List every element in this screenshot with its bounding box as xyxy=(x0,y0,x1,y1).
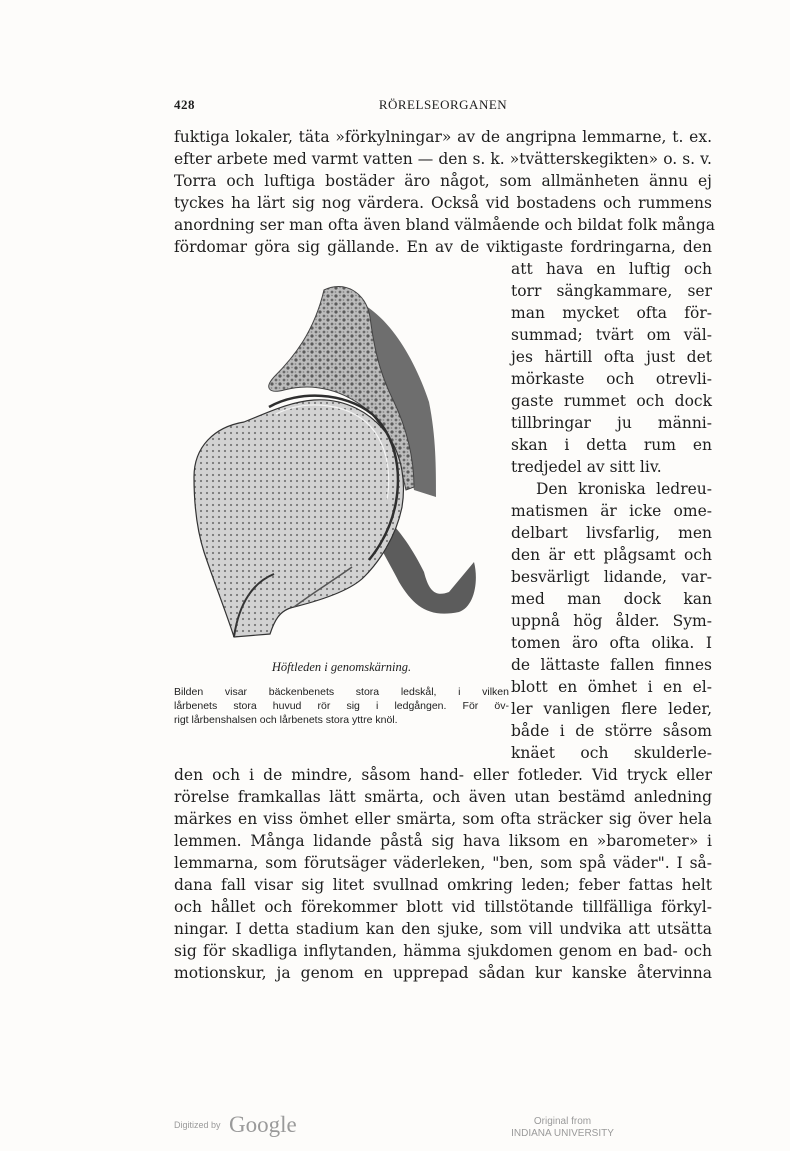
figure-caption-line: Bilden visar bäckenbenets stora ledskål, i vilken xyxy=(174,686,509,698)
text-line: tyckes ha lärt sig nog värdera. Också vid bostadens och rummens xyxy=(174,194,712,212)
figure-caption-line: lårbenets stora huvud rör sig i ledgången. För öv- xyxy=(174,700,509,712)
text-line: efter arbete med varmt vatten — den s. k. »tvätterskegikten» o. s. v. xyxy=(174,150,712,168)
hip-joint-illustration xyxy=(174,262,509,657)
text-line: motionskur, ja genom en upprepad sådan kur kanske återvinna xyxy=(174,964,712,982)
text-line: torr sängkammare, ser xyxy=(511,282,712,300)
hip-joint-figure xyxy=(174,262,509,742)
text-line: både i de större såsom xyxy=(511,722,712,740)
text-line: den är ett plågsamt och xyxy=(511,546,712,564)
google-logo: Google xyxy=(228,1112,297,1137)
text-line: delbart livsfarlig, men xyxy=(511,524,712,542)
original-from-label: Original from xyxy=(533,1116,592,1127)
text-line: med man dock kan xyxy=(511,590,712,608)
text-line: den och i de mindre, såsom hand- eller fotleder. Vid tryck eller xyxy=(174,766,712,784)
femur-bone xyxy=(194,400,403,637)
text-line: fuktiga lokaler, täta »förkylningar» av de angripna lemmarne, t. ex. xyxy=(174,128,712,146)
text-line: att hava en luftig och xyxy=(511,260,712,278)
text-line: anordning ser man ofta även bland välmående och bildat folk många xyxy=(174,216,716,234)
page-number: 428 xyxy=(174,97,195,112)
text-line: och hållet och förekommer blott vid tillstötande tillfälliga förkyl- xyxy=(174,898,712,916)
text-line: dana fall visar sig litet svullnad omkring leden; feber fattas helt xyxy=(174,876,712,894)
digitized-by-google xyxy=(174,1112,297,1142)
text-line: blott en ömhet i en el- xyxy=(511,678,712,696)
text-line: lemmarna, som förutsäger väderleken, "ben, som spå väder". I så- xyxy=(174,854,712,872)
text-line: tillbringar ju männi- xyxy=(511,414,712,432)
text-line: besvärligt lidande, var- xyxy=(511,568,712,586)
text-line: man mycket ofta för- xyxy=(511,304,712,322)
text-line: summad; tvärt om väl- xyxy=(511,326,712,344)
text-line: fördomar göra sig gällande. En av de viktigaste fordringarna, den xyxy=(174,238,712,256)
text-line: de lättaste fallen finnes xyxy=(511,656,712,674)
figure-caption-line: rigt lårbenshalsen och lårbenets stora yttre knöl. xyxy=(174,714,398,726)
text-line: matismen är icke ome- xyxy=(511,502,712,520)
text-line: Den kroniska ledreu- xyxy=(536,480,712,498)
figure-caption-title: Höftleden i genomskärning. xyxy=(271,660,412,674)
text-line: uppnå hög ålder. Sym- xyxy=(511,612,712,630)
text-line: Torra och luftiga bostäder äro något, som allmänheten ännu ej xyxy=(174,172,712,190)
text-line: gaste rummet och dock xyxy=(511,392,712,410)
text-line: ler vanligen flere leder, xyxy=(511,700,712,718)
text-line: rörelse framkallas lätt smärta, och även utan bestämd anledning xyxy=(174,788,712,806)
text-line: knäet och skulderle- xyxy=(511,744,712,762)
running-title: RÖRELSEORGANEN xyxy=(378,97,508,112)
text-line: ningar. I detta stadium kan den sjuke, som vill undvika att utsätta xyxy=(174,920,712,938)
text-line: sig för skadliga inflytanden, hämma sjukdomen genom en bad- och xyxy=(174,942,712,960)
text-line: jes härtill ofta just det xyxy=(511,348,712,366)
text-line: mörkaste och otrevli- xyxy=(511,370,712,388)
text-line: tomen äro ofta olika. I xyxy=(511,634,712,652)
text-line: märkes en viss ömhet eller smärta, som ofta sträcker sig över hela xyxy=(174,810,712,828)
text-line: skan i detta rum en xyxy=(511,436,712,454)
original-from xyxy=(495,1116,630,1140)
text-line: tredjedel av sitt liv. xyxy=(511,458,662,476)
institution-name: INDIANA UNIVERSITY xyxy=(511,1128,614,1139)
digitized-by-label: Digitized by xyxy=(174,1120,221,1130)
text-line: lemmen. Många lidande påstå sig hava liksom en »barometer» i xyxy=(174,832,712,850)
page-header xyxy=(174,97,712,117)
